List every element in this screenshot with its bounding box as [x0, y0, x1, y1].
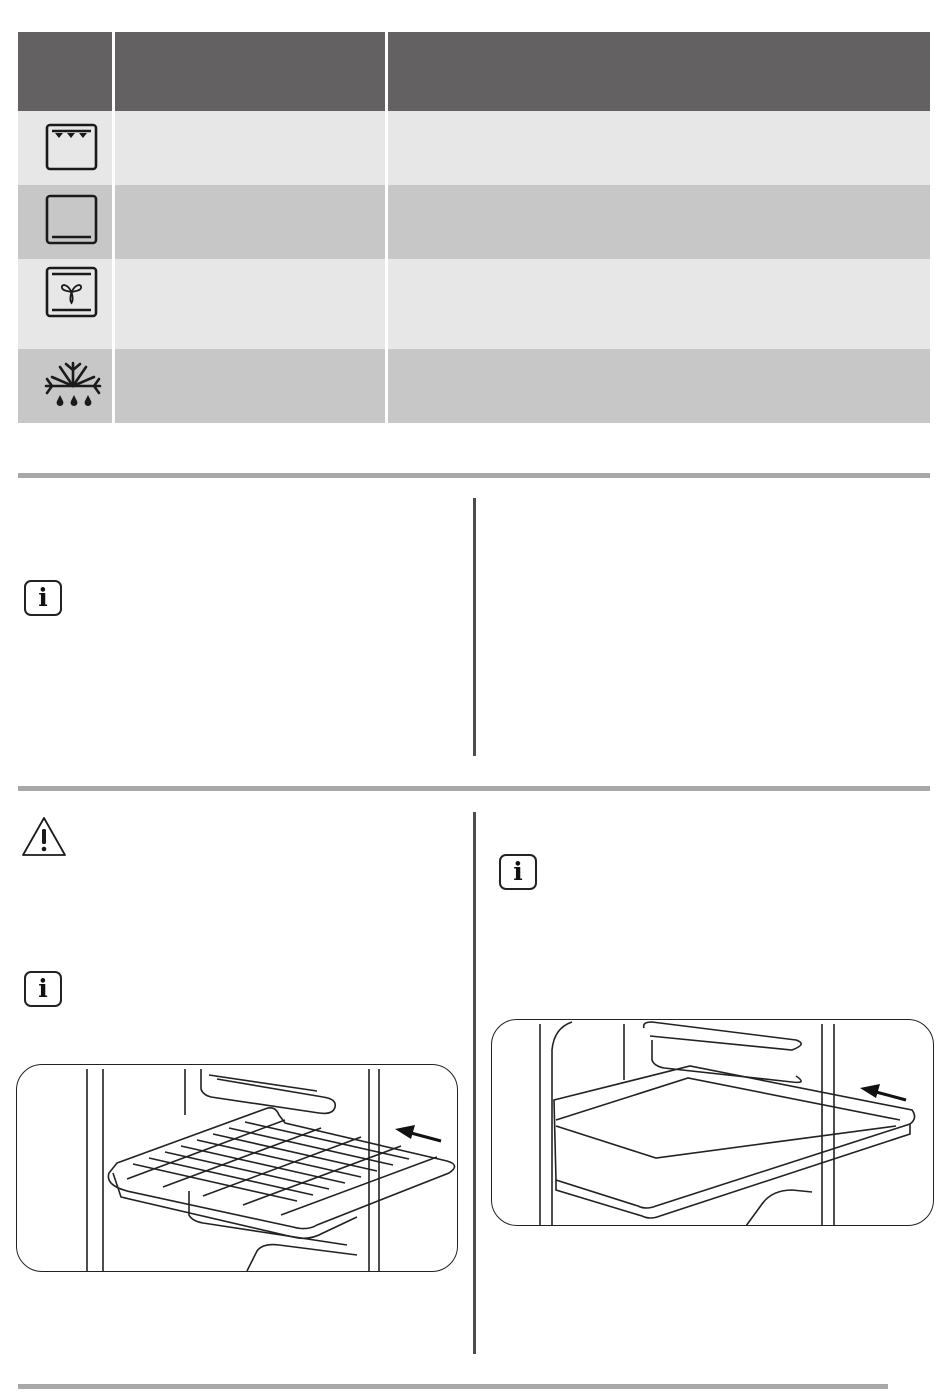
table-cell-application — [388, 349, 930, 423]
table-cell-application — [388, 259, 930, 349]
info-icon: i — [499, 854, 537, 890]
table-cell-function — [115, 259, 385, 349]
section-divider — [18, 1384, 888, 1389]
column-divider — [473, 498, 476, 756]
fan-heating-icon — [18, 259, 112, 349]
table-row — [18, 259, 930, 349]
table-cell-function — [115, 111, 385, 185]
table-cell-application — [388, 111, 930, 185]
table-cell-symbol — [18, 111, 112, 185]
table-row — [18, 349, 930, 423]
defrost-icon — [18, 349, 112, 423]
arrow-left-icon — [860, 1084, 906, 1100]
table-row — [18, 185, 930, 259]
table-cell-function — [115, 185, 385, 259]
table-header-symbol — [18, 32, 112, 111]
column-divider — [473, 812, 476, 1354]
info-icon: i — [24, 971, 62, 1007]
baking-tray-insert-illustration — [491, 1019, 934, 1226]
table-cell-function — [115, 349, 385, 423]
bottom-heat-icon — [18, 185, 112, 259]
top-heat-icon — [18, 111, 112, 185]
table-cell-symbol — [18, 259, 112, 349]
table-cell-symbol — [18, 185, 112, 259]
table-header-application — [388, 32, 930, 111]
table-cell-application — [388, 185, 930, 259]
table-cell-symbol — [18, 349, 112, 423]
table-header-function — [115, 32, 385, 111]
table-row — [18, 111, 930, 185]
arrow-left-icon — [395, 1125, 441, 1141]
warning-icon — [20, 815, 68, 859]
info-icon: i — [24, 580, 62, 616]
section-divider — [18, 473, 930, 478]
wire-shelf-insert-illustration — [16, 1064, 458, 1272]
section-divider — [18, 786, 930, 791]
